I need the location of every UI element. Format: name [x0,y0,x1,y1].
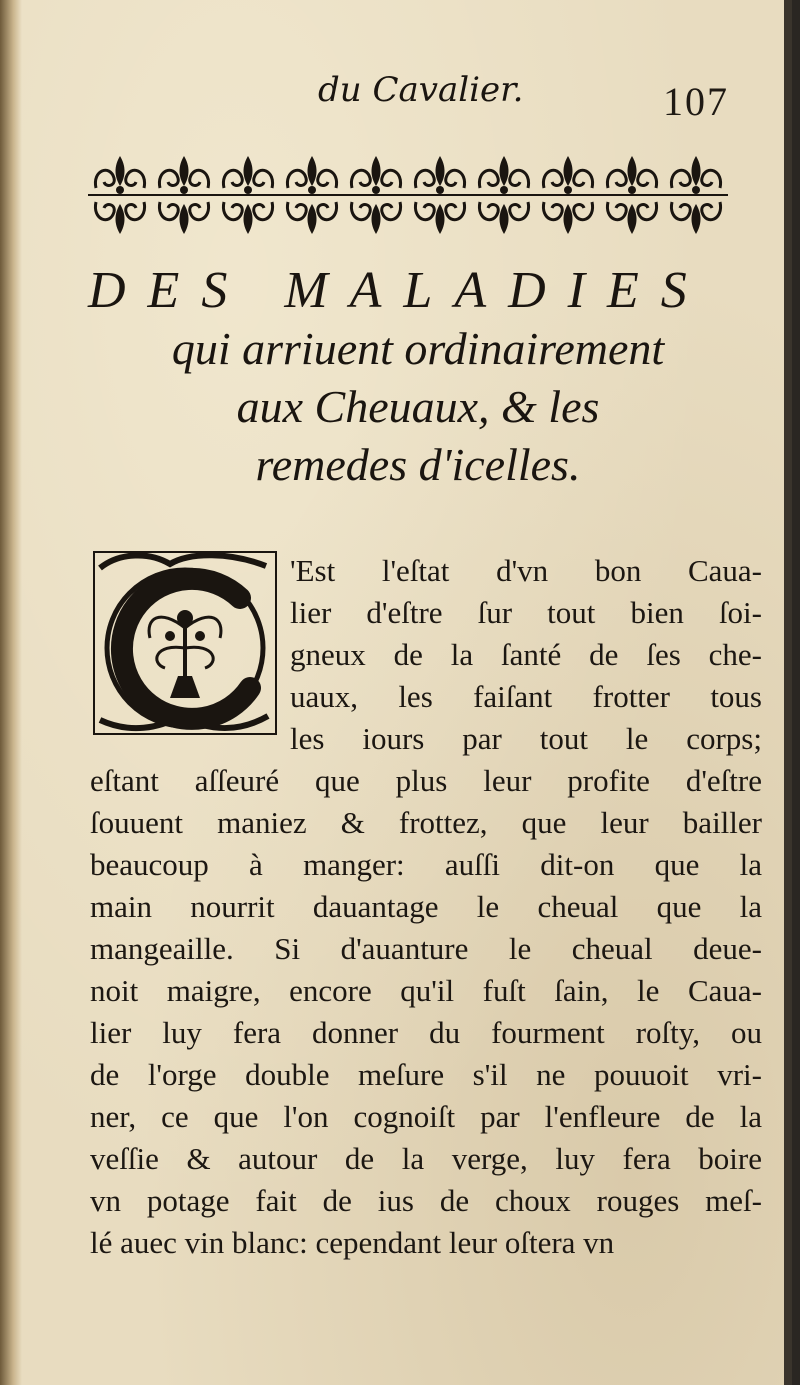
text-line: beaucoup à manger: auſſi dit-on que la [90,847,762,882]
text-line: 'Est l'eſtat d'vn bon Caua- [290,553,762,588]
text-line: lier luy fera donner du fourment roſty, ou [90,1015,762,1050]
running-head-title: du Cavalier. [318,70,524,110]
page-gutter [0,0,22,1385]
text-line: eſtant aſſeuré que plus leur profite d'eſtre [90,763,762,798]
heading-line-3: aux Cheuaux, & les [236,381,600,432]
text-line: gneux de la ſanté de ſes che- [290,637,762,672]
text-line: noit maigre, encore qu'il fuſt ſain, le Caua- [90,973,762,1008]
page-number: 107 [663,79,729,124]
text-line: mangeaille. Si d'auanture le cheual deue- [90,931,762,966]
heading-line-1: DES MALADIES [88,262,709,319]
running-head [0,70,792,130]
heading-line-2: qui arriuent ordinairement [171,323,665,374]
text-line: de l'orge double meſure s'il ne pouuoit vri- [90,1057,762,1092]
chapter-heading [88,262,748,494]
text-line: veſſie & autour de la verge, luy fera boire [90,1141,762,1176]
text-line: lier d'eſtre ſur tout bien ſoi- [290,595,762,630]
text-line: ner, ce que l'on cognoiſt par l'enfleure de la [90,1099,762,1134]
text-line: les iours par tout le corps; [290,721,762,756]
body-text [90,550,762,1264]
heading-line-4: remedes d'icelles. [255,439,581,490]
text-line: uaux, les faiſant frotter tous [290,679,762,714]
text-line: lé auec vin blanc: cependant leur oſtera vn [90,1225,615,1260]
text-line: vn potage fait de ius de choux rouges meſ- [90,1183,762,1218]
page-edge [784,0,792,1385]
decorative-headpiece-ornament [88,150,738,240]
text-line: main nourrit dauantage le cheual que la [90,889,762,924]
text-line: ſouuent maniez & frottez, que leur bailler [90,805,762,840]
